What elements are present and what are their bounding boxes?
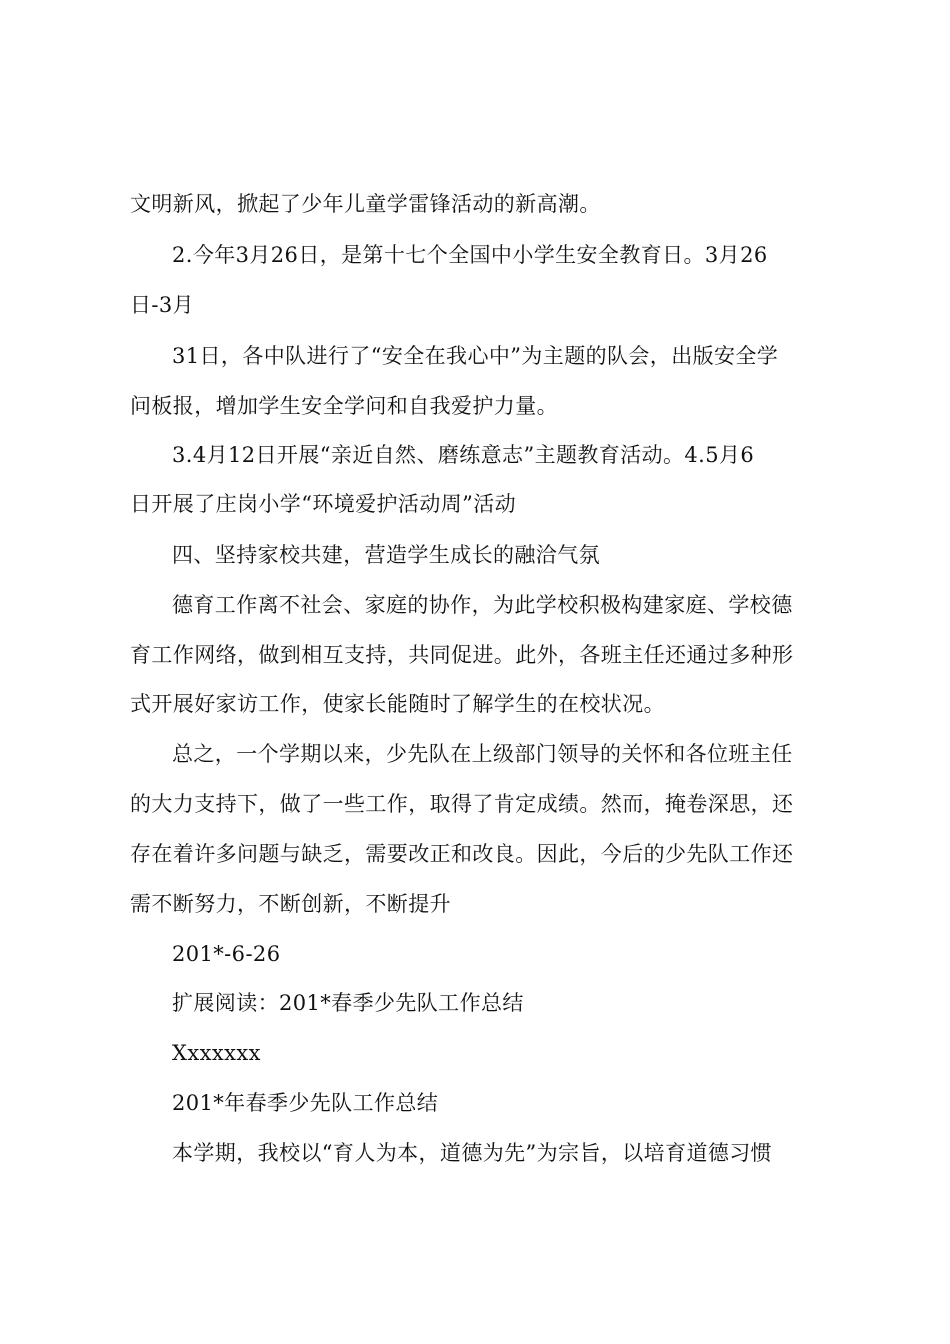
text-line: 式开展好家访工作，使家长能随时了解学生的在校状况。 <box>130 692 665 716</box>
section-heading: 四、坚持家校共建，营造学生成长的融洽气氛 <box>172 543 600 567</box>
text-line: 需不断努力，不断创新，不断提升 <box>130 892 451 916</box>
text-line: 德育工作离不社会、家庭的协作，为此学校积极构建家庭、学校德 <box>172 593 793 617</box>
text-line: 问板报，增加学生安全学问和自我爱护力量。 <box>130 394 558 418</box>
date-line: 201*-6-26 <box>172 942 281 966</box>
document-title: 201*年春季少先队工作总结 <box>172 1091 439 1115</box>
text-line: 日-3月 <box>130 293 195 317</box>
extended-reading-title: 扩展阅读：201*春季少先队工作总结 <box>172 991 524 1015</box>
text-line: 31日，各中队进行了“安全在我心中”为主题的队会，出版安全学 <box>172 344 779 368</box>
author-placeholder: Xxxxxxx <box>172 1041 261 1065</box>
text-line: 3.4月12日开展“亲近自然、磨练意志”主题教育活动。4.5月6 <box>172 443 755 467</box>
text-line: 本学期，我校以“育人为本，道德为先”为宗旨，以培育道德习惯 <box>172 1141 773 1165</box>
text-line: 2.今年3月26日，是第十七个全国中小学生安全教育日。3月26 <box>172 243 768 267</box>
text-line: 日开展了庄岗小学“环境爱护活动周”活动 <box>130 492 517 516</box>
text-line: 存在着许多问题与缺乏，需要改正和改良。因此，今后的少先队工作还 <box>130 842 794 866</box>
text-line: 育工作网络，做到相互支持，共同促进。此外，各班主任还通过多种形 <box>130 643 794 667</box>
text-line: 的大力支持下，做了一些工作，取得了肯定成绩。然而，掩卷深思，还 <box>130 792 794 816</box>
text-line: 文明新风，掀起了少年儿童学雷锋活动的新高潮。 <box>130 192 601 216</box>
text-line: 总之，一个学期以来，少先队在上级部门领导的关怀和各位班主任 <box>172 742 793 766</box>
